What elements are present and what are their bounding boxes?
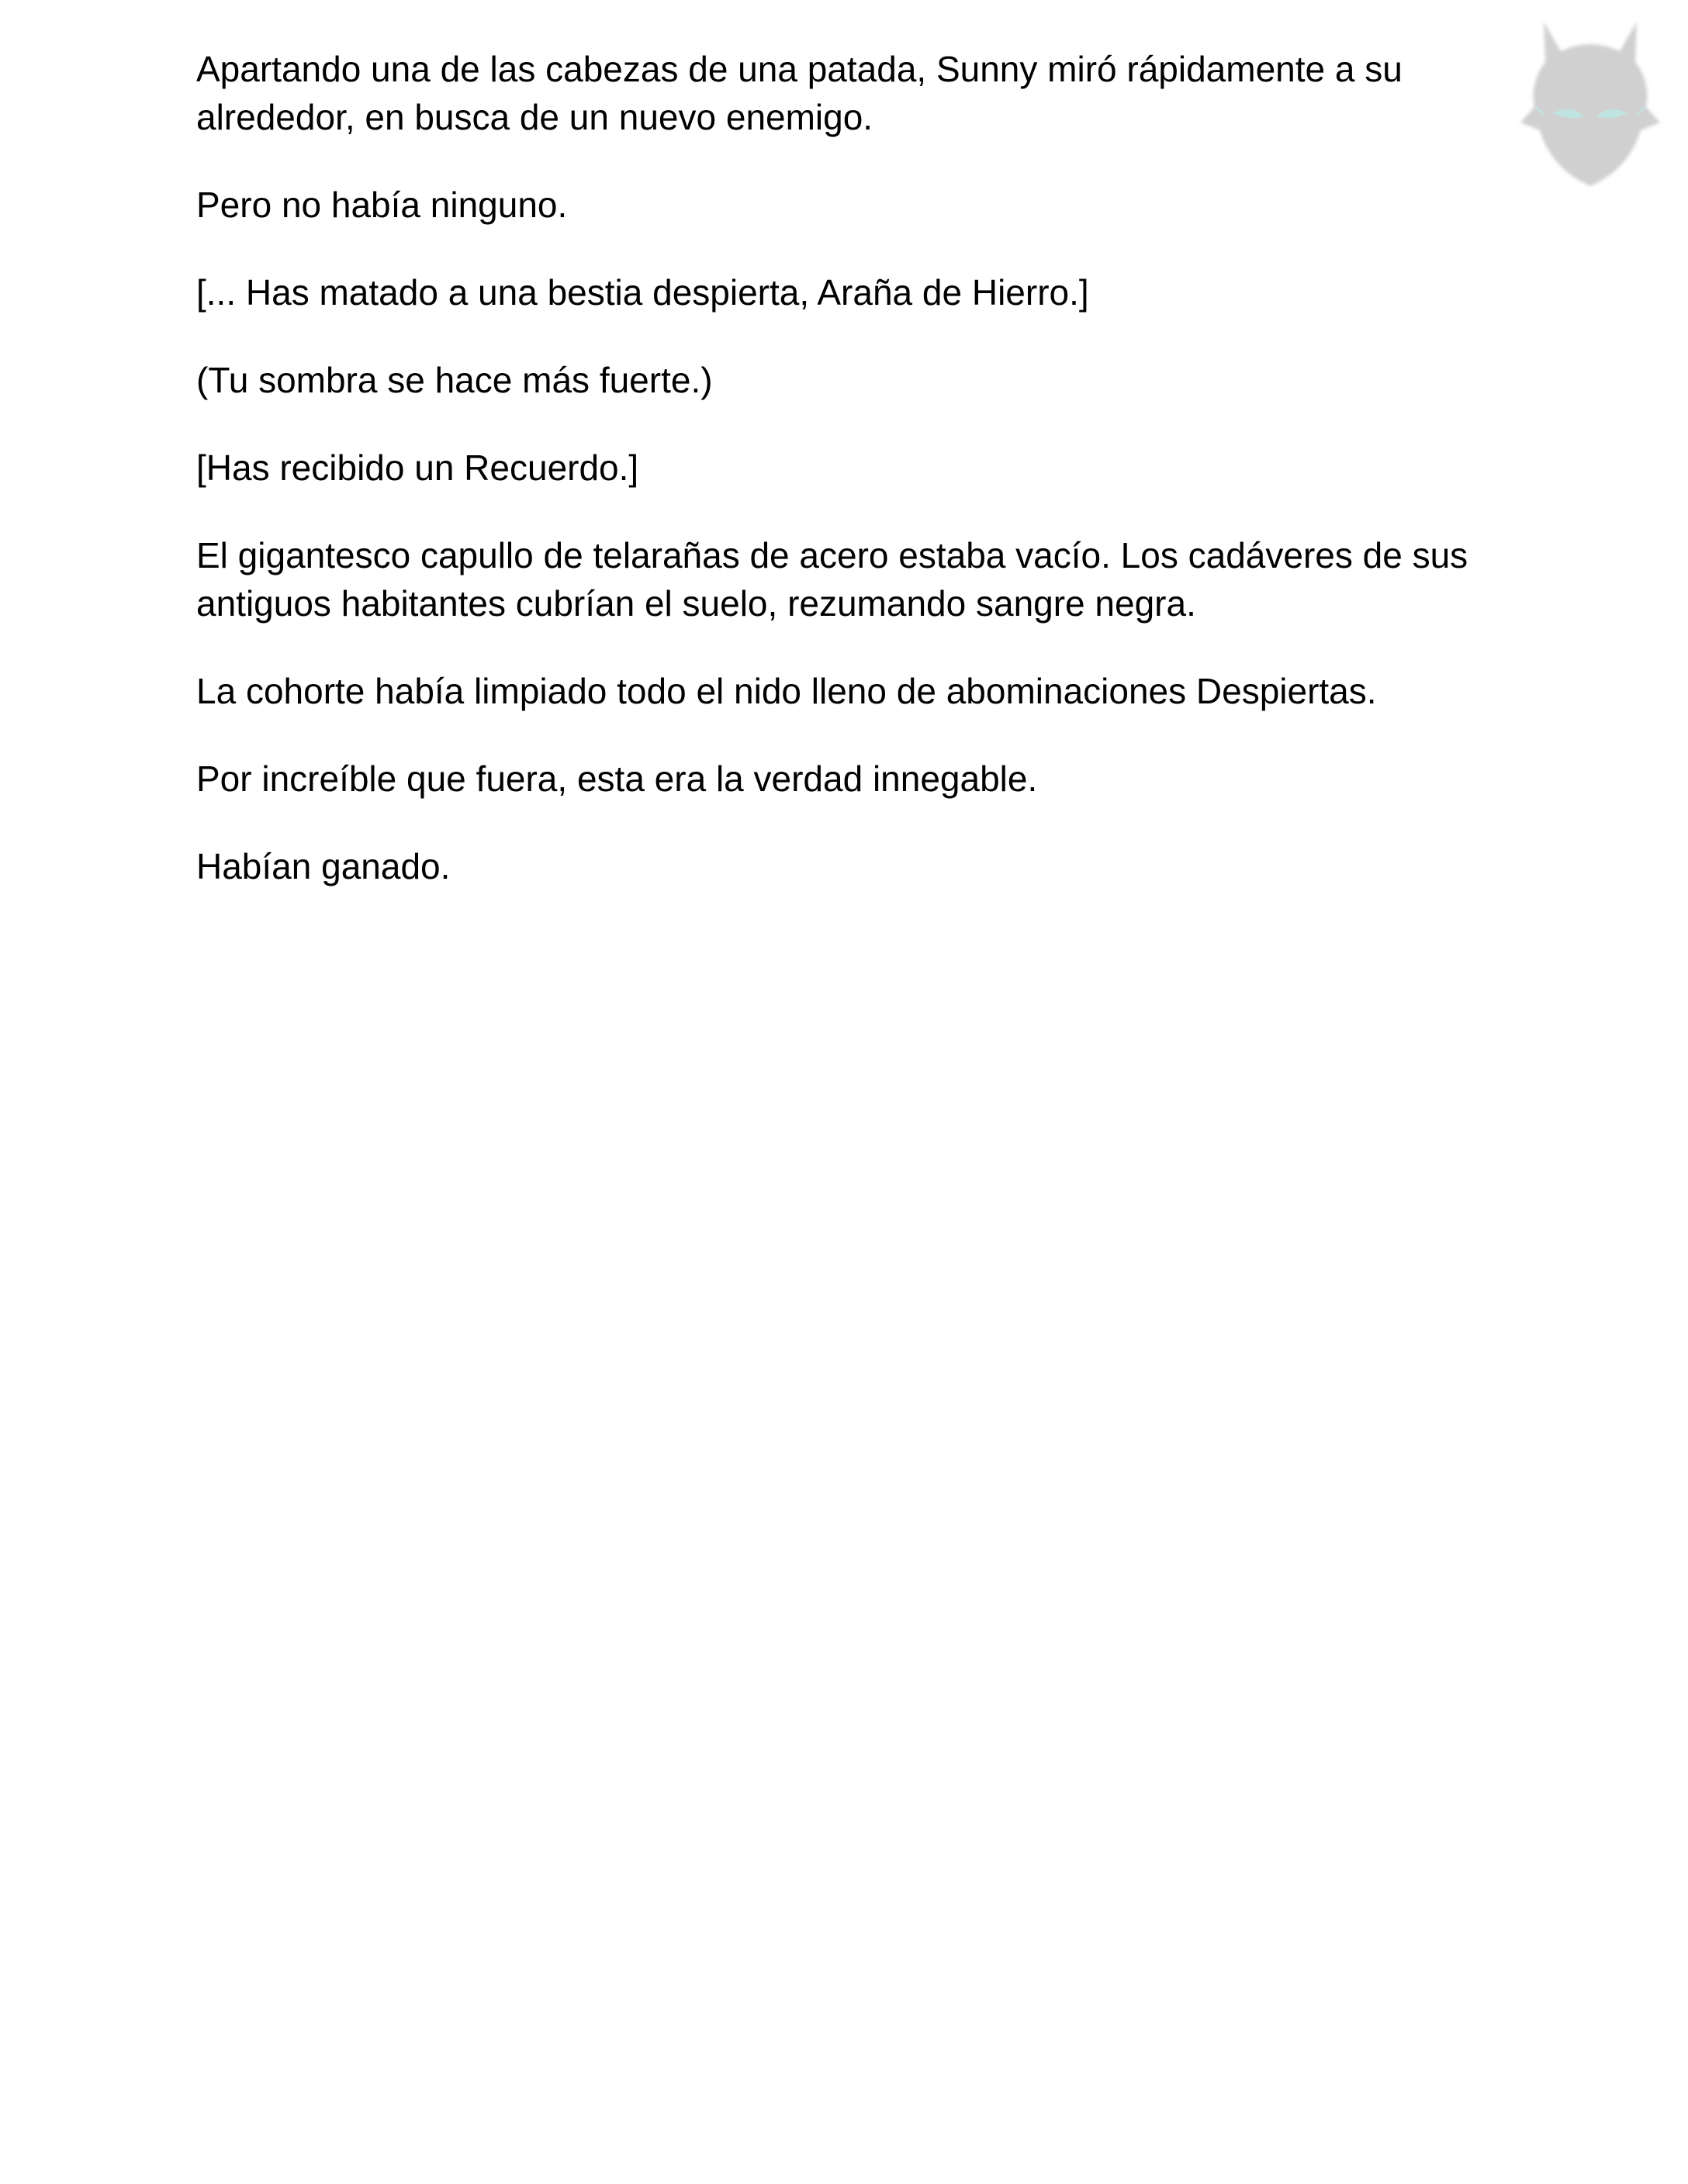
- paragraph: [Has recibido un Recuerdo.]: [196, 448, 639, 488]
- text-body: [196, 45, 1468, 930]
- demon-head-icon: [1513, 14, 1668, 192]
- paragraph: [... Has matado a una bestia despierta, Araña de Hierro.]: [196, 272, 1089, 313]
- paragraph: (Tu sombra se hace más fuerte.): [196, 360, 713, 400]
- paragraph: Habían ganado.: [196, 846, 451, 886]
- paragraph: Apartando una de las cabezas de una patada, Sunny miró rápidamente a su alrededor, en busca de un nuevo enemigo.: [196, 49, 1403, 137]
- paragraph: Pero no había ninguno.: [196, 185, 568, 225]
- paragraph: La cohorte había limpiado todo el nido lleno de abominaciones Despiertas.: [196, 671, 1377, 711]
- paragraph: Por increíble que fuera, esta era la verdad innegable.: [196, 759, 1038, 799]
- paragraph: El gigantesco capullo de telarañas de acero estaba vacío. Los cadáveres de sus antiguos habitantes cubrían el suelo, rezumando sangre negra.: [196, 535, 1468, 624]
